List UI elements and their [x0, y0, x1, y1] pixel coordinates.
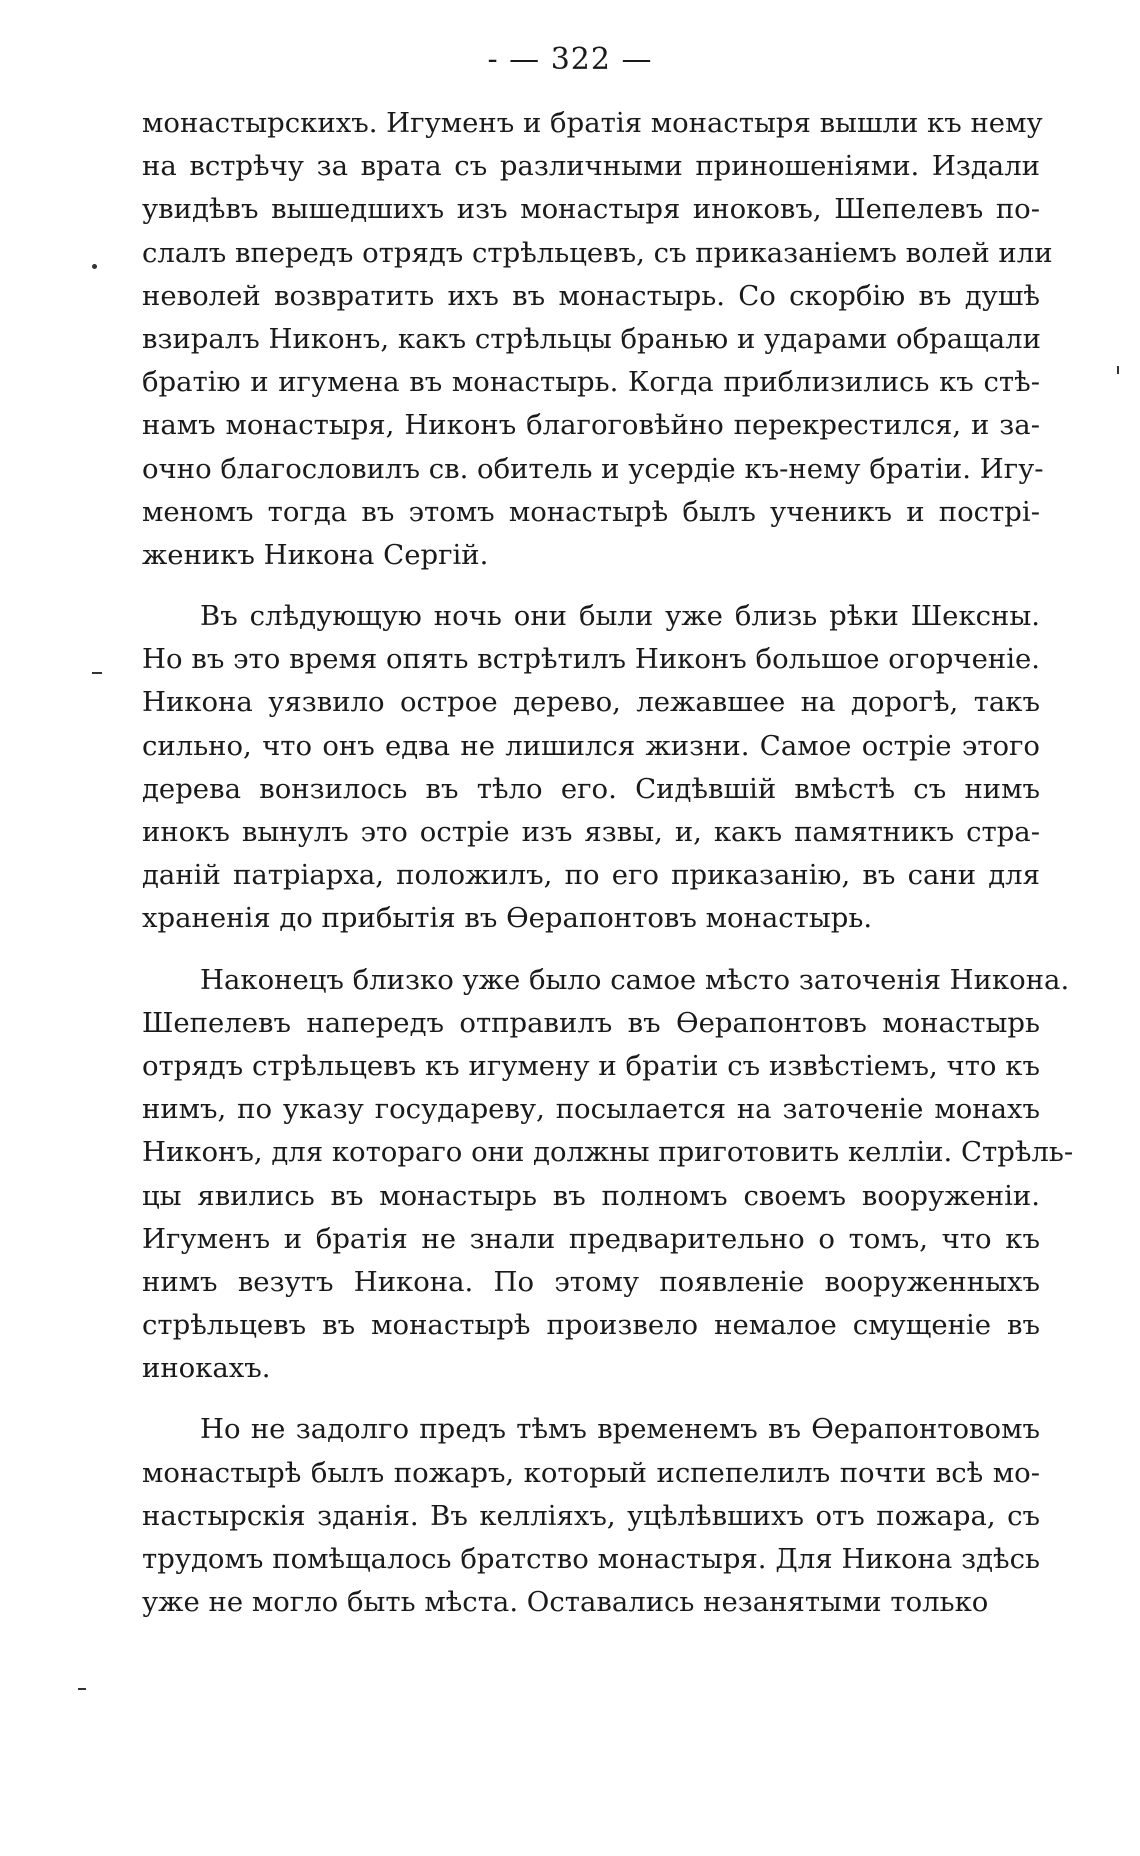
paragraph — [142, 1408, 1040, 1624]
paragraph — [142, 959, 1074, 1391]
page-number: - — 322 — — [487, 42, 653, 77]
text-line: инокъ вынулъ это остріе изъ язвы, и, какъ памятникъ стра- — [142, 816, 1040, 848]
text-line: Въ слѣдующую ночь они были уже близь рѣки Шексны. — [200, 600, 1040, 633]
text-line: Но не задолго предъ тѣмъ временемъ въ Ѳерапонтовомъ — [200, 1413, 1040, 1446]
paragraph-gap — [142, 1390, 1040, 1408]
text-line: отрядъ стрѣльцевъ къ игумену и братіи съ извѣстіемъ, что къ — [142, 1049, 1040, 1082]
text-line: уже не могло быть мѣста. Оставались незанятыми только — [142, 1586, 989, 1619]
text-line: настырскія зданія. Въ келліяхъ, уцѣлѣвшихъ отъ пожара, съ — [142, 1499, 1040, 1532]
text-line: храненія до прибытія въ Ѳерапонтовъ монастырь. — [142, 902, 873, 935]
text-line: очно благословилъ св. обитель и усердіе къ-нему братіи. Игу- — [142, 452, 1044, 485]
paragraph-gap — [142, 941, 1040, 959]
text-line: инокахъ. — [142, 1352, 271, 1385]
text-line: Никона уязвило острое дерево, лежавшее на дорогѣ, такъ — [142, 686, 1040, 719]
text-line: женикъ Никона Сергій. — [142, 538, 489, 571]
text-line: неволей возвратить ихъ въ монастырь. Со скорбію въ душѣ — [142, 279, 1040, 312]
text-line: меномъ тогда въ этомъ монастырѣ былъ ученикъ и пострі- — [142, 495, 1040, 528]
speck-mark — [1117, 366, 1119, 374]
text-line: намъ монастыря, Никонъ благоговѣйно перекрестился, и за- — [142, 409, 1040, 442]
paragraph — [142, 595, 1040, 941]
text-line: цы явились въ монастырь въ полномъ своемъ вооруженіи. — [142, 1179, 1040, 1212]
paragraph-gap — [142, 577, 1040, 595]
text-line: на встрѣчу за врата съ различными приношеніями. Издали — [142, 150, 1040, 183]
text-line: монастырѣ былъ пожаръ, который испепелилъ почти всѣ мо- — [142, 1456, 1040, 1489]
text-line: слалъ впередъ отрядъ стрѣльцевъ, съ приказаніемъ волей или — [142, 236, 1053, 269]
text-line: нимъ, по указу государеву, посылается на заточеніе монахъ — [142, 1093, 1040, 1126]
text-line: взиралъ Никонъ, какъ стрѣльцы бранью и ударами обращали — [142, 322, 1041, 355]
speck-mark — [92, 264, 97, 269]
text-line: монастырскихъ. Игуменъ и братія монастыря вышли къ нему — [142, 107, 1043, 139]
text-line: дерева вонзилось въ тѣло его. Сидѣвшій вмѣстѣ съ нимъ — [142, 772, 1040, 805]
text-line: Игуменъ и братія не знали предварительно о томъ, что къ — [142, 1222, 1040, 1255]
text-line: Шепелевъ напередъ отправилъ въ Ѳерапонтовъ монастырь — [142, 1006, 1040, 1039]
speck-mark — [92, 672, 102, 674]
text-line: увидѣвъ вышедшихъ изъ монастыря иноковъ, Шепелевъ по- — [142, 193, 1040, 226]
text-line: трудомъ помѣщалось братство монастыря. Для Никона здѣсь — [142, 1543, 1040, 1575]
page-body — [142, 102, 1074, 1624]
text-line: братію и игумена въ монастырь. Когда приблизились къ стѣ- — [142, 366, 1040, 399]
text-line: Наконецъ близко уже было самое мѣсто заточенія Никона. — [200, 963, 1070, 996]
speck-mark — [78, 1688, 86, 1690]
text-line: даній патріарха, положилъ, по его приказанію, въ сани для — [142, 859, 1040, 892]
text-line: нимъ везутъ Никона. По этому появленіе вооруженныхъ — [142, 1265, 1040, 1298]
text-line: Никонъ, для котораго они должны приготовить келліи. Стрѣль- — [142, 1136, 1074, 1169]
text-line: стрѣльцевъ въ монастырѣ произвело немалое смущеніе въ — [142, 1309, 1040, 1342]
paragraph — [142, 102, 1053, 577]
text-line: сильно, что онъ едва не лишился жизни. Самое остріе этого — [142, 729, 1040, 762]
text-line: Но въ это время опять встрѣтилъ Никонъ большое огорченіе. — [142, 643, 1040, 676]
